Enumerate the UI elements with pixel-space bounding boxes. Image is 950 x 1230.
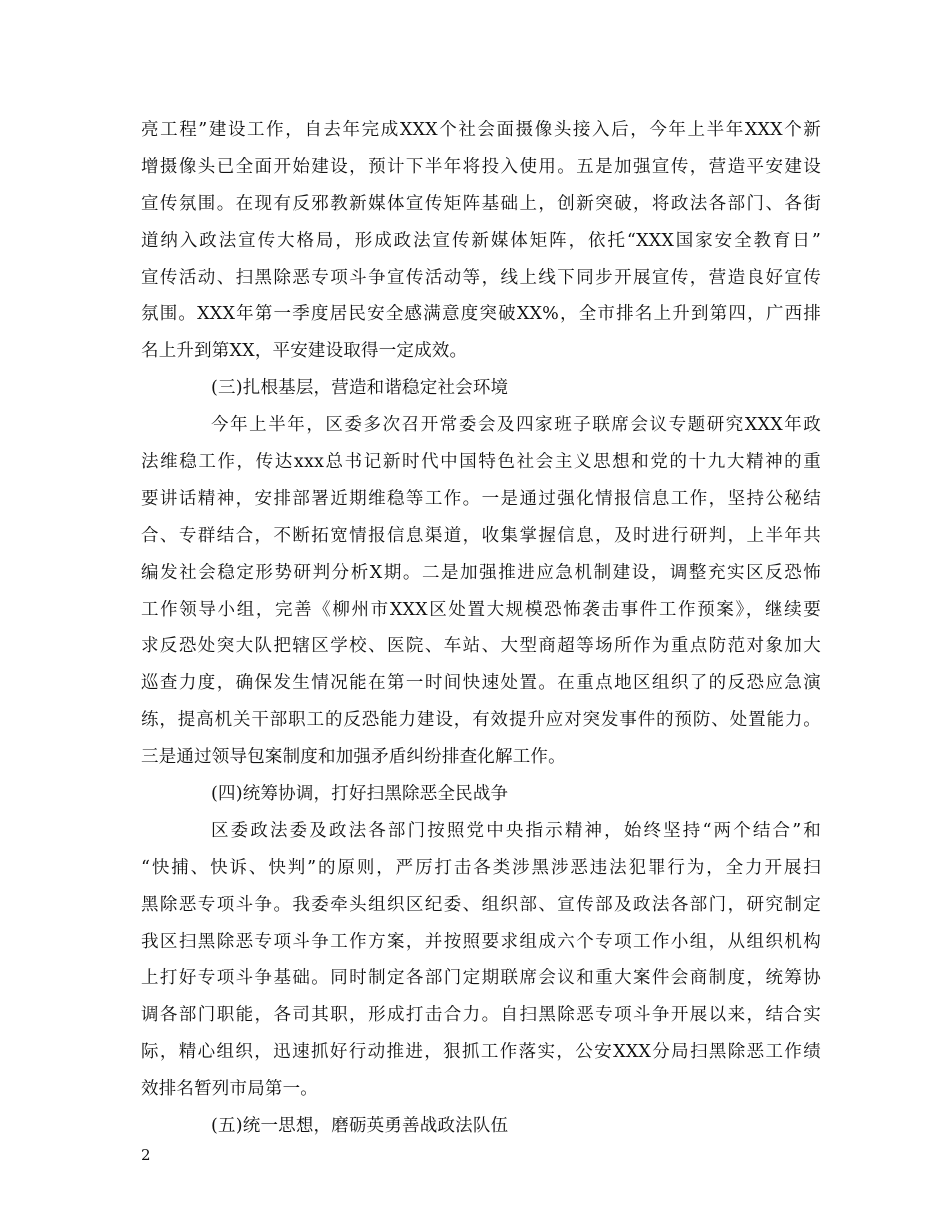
text-line: 调各部门职能，各司其职，形成打击合力。自扫黑除恶专项斗争开展以来，结合实 [141, 1005, 821, 1026]
text-line: 亮工程”建设工作，自去年完成XXX个社会面摄像头接入后，今年上半年XXX个新 [141, 120, 821, 140]
text-line: 增摄像头已全面开始建设，预计下半年将投入使用。五是加强宣传，营造平安建设 [141, 156, 821, 177]
text-line: 际，精心组织，迅速抓好行动推进，狠抓工作落实，公安XXX分局扫黑除恶工作绩 [141, 1042, 821, 1063]
text-line: 编发社会稳定形势研判分析X期。二是加强推进应急机制建设，调整充实区反恐怖 [141, 562, 821, 583]
text-line: 效排名暂列市局第一。 [141, 1079, 318, 1100]
text-line: 三是通过领导包案制度和加强矛盾纠纷排查化解工作。 [141, 747, 566, 768]
section-heading: (三)扎根基层，营造和谐稳定社会环境 [211, 378, 509, 399]
text-line: 名上升到第XX，平安建设取得一定成效。 [141, 341, 468, 362]
section-heading: (五)统一思想，磨砺英勇善战政法队伍 [211, 1116, 509, 1137]
text-line: 合、专群结合，不断拓宽情报信息渠道，收集掌握信息，及时进行研判，上半年共 [141, 525, 821, 546]
text-line: 黑除恶专项斗争。我委牵头组织区纪委、组织部、宣传部及政法各部门，研究制定 [141, 894, 821, 915]
text-line: 我区扫黑除恶专项斗争工作方案，并按照要求组成六个专项工作小组，从组织机构 [141, 931, 821, 952]
text-line: “快捕、快诉、快判”的原则，严厉打击各类涉黑涉恶违法犯罪行为，全力开展扫 [141, 857, 821, 878]
page-number: 2 [141, 1146, 151, 1164]
text-line: 氛围。XXX年第一季度居民安全感满意度突破XX%，全市排名上升到第四，广西排 [141, 304, 821, 325]
text-line: 巡查力度，确保发生情况能在第一时间快速处置。在重点地区组织了的反恐应急演 [141, 673, 821, 694]
text-line: 工作领导小组，完善《柳州市XXX区处置大规模恐怖袭击事件工作预案》，继续要 [141, 599, 821, 620]
text-line: 上打好专项斗争基础。同时制定各部门定期联席会议和重大案件会商制度，统筹协 [141, 968, 821, 989]
text-line: 今年上半年，区委多次召开常委会及四家班子联席会议专题研究XXX年政 [211, 415, 821, 436]
document-body [141, 112, 821, 1145]
text-line: 要讲话精神，安排部署近期维稳等工作。一是通过强化情报信息工作，坚持公秘结 [141, 488, 821, 509]
text-line: 法维稳工作，传达xxx总书记新时代中国特色社会主义思想和党的十九大精神的重 [141, 452, 821, 473]
text-line: 练，提高机关干部职工的反恐能力建设，有效提升应对突发事件的预防、处置能力。 [141, 710, 821, 731]
text-line: 道纳入政法宣传大格局，形成政法宣传新媒体矩阵，依托“XXX国家安全教育日” [141, 230, 821, 251]
text-line: 宣传氛围。在现有反邪教新媒体宣传矩阵基础上，创新突破，将政法各部门、各街 [141, 193, 821, 214]
text-line: 区委政法委及政法各部门按照党中央指示精神，始终坚持“两个结合”和 [211, 820, 821, 841]
text-line: 宣传活动、扫黑除恶专项斗争宣传活动等，线上线下同步开展宣传，营造良好宣传 [141, 267, 821, 288]
section-heading: (四)统筹协调，打好扫黑除恶全民战争 [211, 784, 509, 805]
text-line: 求反恐处突大队把辖区学校、医院、车站、大型商超等场所作为重点防范对象加大 [141, 636, 821, 657]
